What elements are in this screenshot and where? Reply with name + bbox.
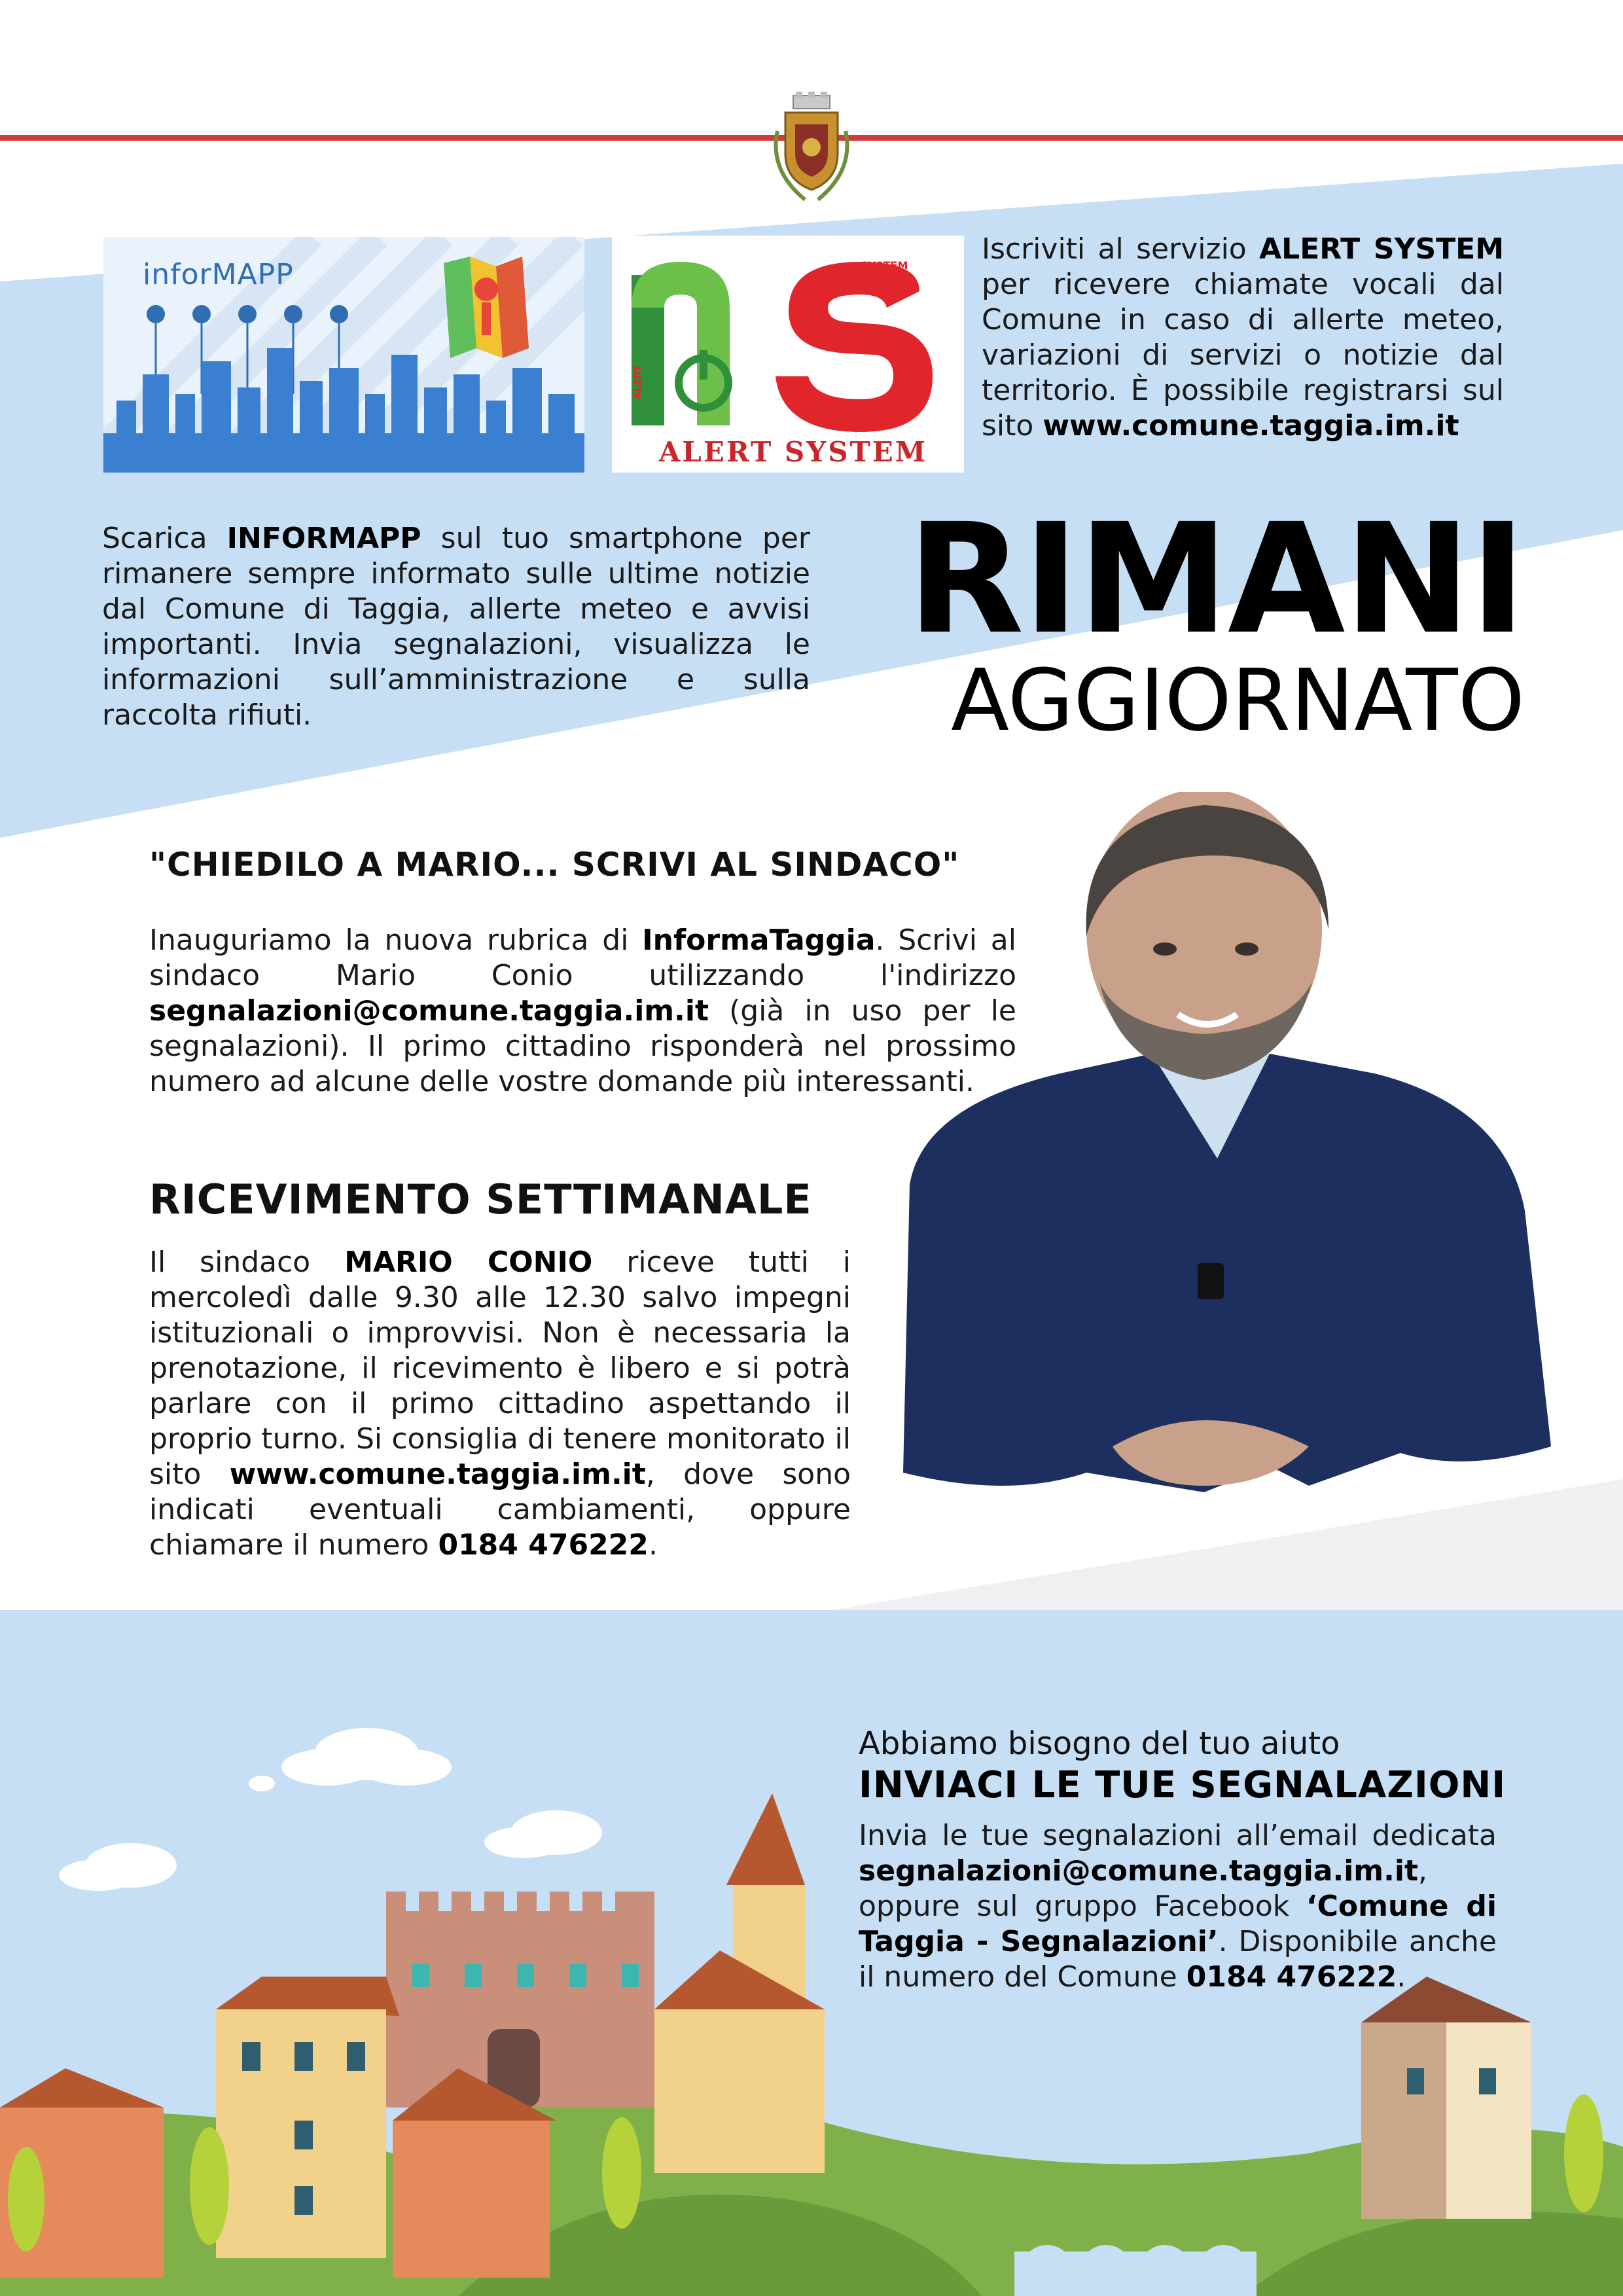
mayor-name-bold: MARIO CONIO [344, 1246, 593, 1279]
ricevimento-paragraph: Il sindaco MARIO CONIO riceve tutti i mercoledì dalle 9.30 alle 12.30 salvo impegni istituzionali o improvvisi. Non è necessaria la prenotazione, il ricevimento è libero e si potrà parlare con il primo cittadino aspettando il proprio turno. Si consiglia di tenere monitorato il sito www.comune.taggia.im.it, dove sono indicati eventuali cambiamenti, oppure chiamare il numero 0184 476222. [149, 1246, 851, 1562]
informapp-paragraph: Scarica INFORMAPP sul tuo smartphone per rimanere sempre informato sulle ultime notizie dal Comune di Taggia, allerte meteo e avvisi importanti. Invia segnalazioni, visualizza le informazioni sull’amministrazione e sulla raccolta rifiuti. [102, 522, 810, 732]
mayor-photo [812, 792, 1623, 1613]
alert-system-paragraph: Iscriviti al servizio ALERT SYSTEM per ricevere chiamate vocali dal Comune in caso di allerte meteo, variazioni di servizi o notizie dal territorio. È possibile registrarsi sul sito www.comune.taggia.im.it [982, 232, 1504, 442]
website-link[interactable]: www.comune.taggia.im.it [1043, 409, 1459, 442]
segnalazioni-email-link[interactable]: segnalazioni@comune.taggia.im.it [859, 1854, 1418, 1888]
sindaco-paragraph: Inauguriamo la nuova rubrica di InformaTaggia. Scrivi al sindaco Mario Conio utilizzando l'indirizzo segnalazioni@comune.taggia.im.it (già in uso per le segnalazioni). Il primo cittadino risponderà nel prossimo numero ad alcune delle vostre domande più interessanti. [149, 924, 1016, 1098]
informapp-logo-text: inforMAPP [143, 258, 294, 291]
alert-logo-brand-text: ALERT SYSTEM [658, 436, 928, 468]
segnalazioni-subheading: Abbiamo bisogno del tuo aiuto [859, 1725, 1340, 1762]
alert-system-bold: ALERT SYSTEM [1259, 232, 1504, 266]
municipal-crest-icon [766, 92, 857, 206]
informataggia-bold: InformaTaggia [642, 924, 876, 957]
alert-system-logo-tile [612, 236, 964, 473]
sindaco-email-link[interactable]: segnalazioni@comune.taggia.im.it [149, 994, 709, 1028]
segnalazioni-paragraph: Invia le tue segnalazioni all’email dedicata segnalazioni@comune.taggia.im.it, oppure sul gruppo Facebook ‘Comune di Taggia - Segnalazioni’. Disponibile anche il numero del Comune 0184 476222. [859, 1819, 1497, 1994]
segnalazioni-heading: INVIACI LE TUE SEGNALAZIONI [859, 1764, 1507, 1806]
alert-logo-small-side: ALERT [632, 365, 643, 399]
ricevimento-website-link[interactable]: www.comune.taggia.im.it [229, 1458, 646, 1491]
sindaco-heading: "CHIEDILO A MARIO... SCRIVI AL SINDACO" [149, 846, 960, 884]
informapp-logo-tile [103, 237, 584, 473]
headline-rimani: RIMANI [907, 491, 1525, 668]
ricevimento-heading: RICEVIMENTO SETTIMANALE [149, 1175, 812, 1223]
alert-logo-small-top: SYSTEM [861, 259, 908, 272]
ricevimento-phone[interactable]: 0184 476222 [438, 1528, 649, 1562]
headline-aggiornato: AGGIORNATO [951, 651, 1525, 750]
segnalazioni-phone[interactable]: 0184 476222 [1186, 1960, 1397, 1994]
informapp-bold: INFORMAPP [226, 522, 421, 555]
facebook-group-link[interactable]: ‘Comune di Taggia - Segnalazioni’ [859, 1890, 1497, 1958]
